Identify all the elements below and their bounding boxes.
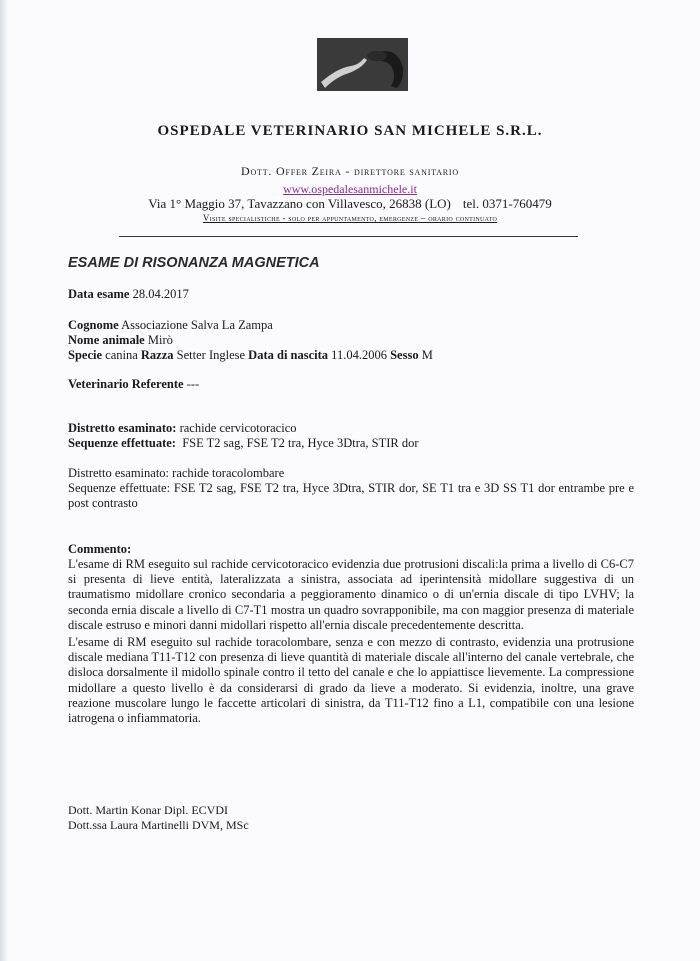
sex: M — [421, 348, 433, 362]
address-line — [0, 196, 700, 212]
referring-vet-label: Veterinario Referente — [68, 377, 184, 391]
hospital-logo — [317, 38, 408, 91]
phone: tel. 0371-760479 — [462, 196, 552, 211]
sex-label: Sesso — [390, 348, 419, 362]
breed: Setter Inglese — [176, 348, 246, 362]
birth-label: Data di nascita — [248, 348, 329, 362]
breed-label: Razza — [140, 348, 174, 362]
sequences1-line — [68, 436, 419, 451]
sequences2-label: Sequenze effettuate: — [68, 481, 171, 495]
referring-vet: --- — [186, 377, 200, 391]
header-divider — [119, 236, 578, 237]
district1-label: Distretto esaminato: — [68, 421, 177, 435]
animal-name: Mirò — [147, 333, 173, 347]
surname-line — [68, 318, 273, 333]
district2-line — [68, 466, 284, 481]
sequences1-label: Sequenze effettuate: — [68, 436, 176, 450]
comment-label: Commento: — [68, 542, 132, 556]
animal-name-label: Nome animale — [68, 333, 145, 347]
surname-label: Cognome — [68, 318, 119, 332]
signature-2: Dott.ssa Laura Martinelli DVM, MSc — [68, 818, 249, 832]
comment-paragraph-1: L'esame di RM eseguito sul rachide cervicotoracico evidenzia due protrusioni discali:la prima a livello di C6-C7 si presenta di lieve entità, lateralizzata a sinistra, associata ad iperintensità midollare suggestiva di un traumatismo midollare cronico secondaria a peggioramento dinamico o di un'ernia discale di tipo LVHV; la seconda ernia discale a livello di C7-T1 mostra un quadro sovrapponibile, ma con maggior presenza di materiale discale estruso e minori danni midollari rispetto all'ernia discale precedentemente descritta. — [68, 557, 634, 632]
visits-note: Visite specialistiche - solo per appuntamento, emergenze – orario continuato — [202, 213, 498, 223]
scan-edge-shadow — [0, 0, 8, 961]
referring-vet-line — [68, 377, 199, 392]
report-title: ESAME DI RISONANZA MAGNETICA — [68, 255, 320, 271]
exam-date-label: Data esame — [68, 287, 130, 301]
director-line: Dott. Offer Zeira - direttore sanitario — [241, 164, 459, 178]
exam-date-line — [68, 287, 189, 302]
sequences2-line — [68, 481, 634, 511]
comment-paragraph-2: L'esame di RM eseguito sul rachide toracolombare, senza e con mezzo di contrasto, evidenzia una protrusione discale mediana T11-T12 con presenza di lieve quantità di materiale discale all'interno del canale vertebrale, che disloca dorsalmente il midollo spinale contro il tetto del canale e che lo appiattisce lievemente. La compressione midollare a questo livello è da considerarsi di grado da lieve a moderato. Si evidenzia, inoltre, una grave reazione muscolare lungo le faccette articolari di sinistra, da T11-T12 fino a L1, compatibile con una lesione iatrogena o infiammatoria. — [68, 635, 634, 726]
hospital-name: OSPEDALE VETERINARIO SAN MICHELE S.R.L. — [157, 123, 543, 139]
surname: Associazione Salva La Zampa — [121, 318, 273, 332]
comment-heading — [68, 542, 131, 557]
species-line — [68, 348, 433, 363]
website-link[interactable]: www.ospedalesanmichele.it — [283, 182, 417, 196]
address: Via 1° Maggio 37, Tavazzano con Villavesco, 26838 (LO) — [148, 196, 451, 211]
animal-name-line — [68, 333, 173, 348]
district1: rachide cervicotoracico — [179, 421, 297, 435]
district2-label: Distretto esaminato: — [68, 466, 170, 480]
district1-line — [68, 421, 297, 436]
exam-date: 28.04.2017 — [132, 287, 189, 301]
species-label: Specie — [68, 348, 103, 362]
sequences2: FSE T2 sag, FSE T2 tra, Hyce 3Dtra, STIR dor, SE T1 tra e 3D SS T1 dor entrambe pre e post contrasto — [68, 481, 635, 511]
signature-1: Dott. Martin Konar Dipl. ECVDI — [68, 803, 228, 817]
sequences1: FSE T2 sag, FSE T2 tra, Hyce 3Dtra, STIR dor — [182, 436, 419, 450]
species: canina — [105, 348, 138, 362]
birth-date: 11.04.2006 — [331, 348, 387, 362]
district2: rachide toracolombare — [172, 466, 285, 480]
